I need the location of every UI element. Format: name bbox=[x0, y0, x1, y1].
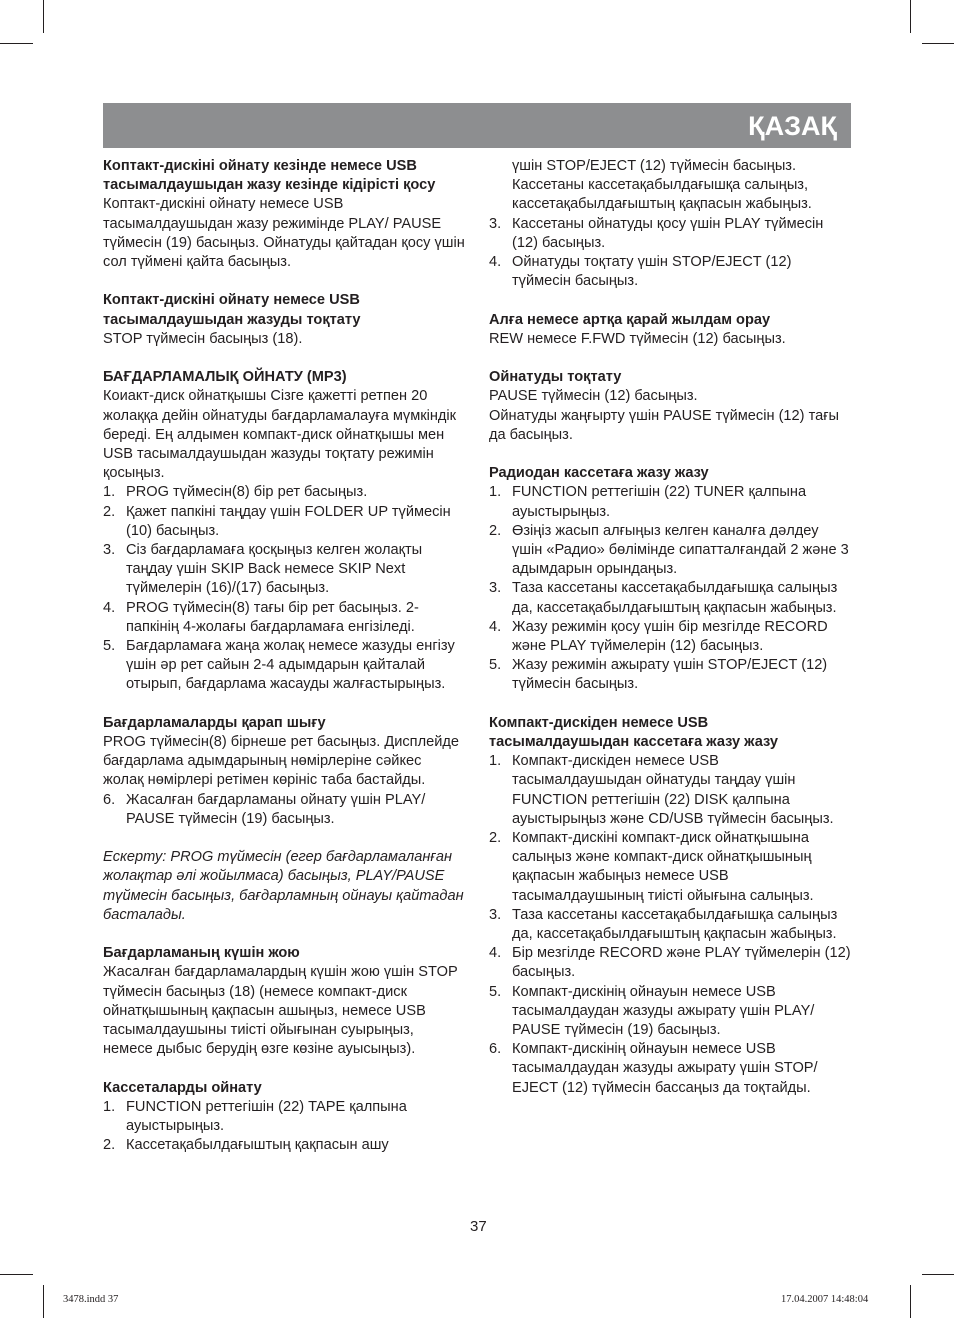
list-item-text: Таза кассетаны кассетақабылдағышқа салыңыз да, кассетақабылдағыштың қақпасын жабыңыз. bbox=[512, 906, 838, 943]
spacer bbox=[103, 349, 465, 368]
section-heading: Кассеталарды ойнату bbox=[103, 1079, 262, 1096]
numbered-list bbox=[489, 157, 851, 291]
list-item-text: Жасалған бағдарламаны ойнату үшін PLAY/ PAUSE түймесін (19) басыңыз. bbox=[126, 791, 426, 827]
list-item-text: Жазу режимін қосу үшін бір мезгілде RECORD және PLAY түймелерін (12) басыңыз. bbox=[512, 618, 828, 655]
crop-mark bbox=[0, 1274, 33, 1275]
spacer bbox=[103, 1059, 465, 1078]
crop-mark bbox=[43, 1285, 44, 1318]
paragraph: PROG түймесін(8) бірнеше рет басыңыз. Дисплейде бағдарлама адымдарының нөмірлеріне сәйкес жолақ нөмірлері ретімен көрініс таба бастайды. bbox=[103, 734, 459, 789]
spacer bbox=[103, 829, 465, 848]
numbered-list bbox=[489, 752, 851, 1098]
list-item bbox=[489, 157, 851, 215]
list-item-text: Қажет папкіні таңдау үшін FOLDER UP түймесін (10) басыңыз. bbox=[126, 503, 451, 539]
list-item-number: 1. bbox=[103, 484, 116, 501]
crop-mark bbox=[922, 1274, 954, 1275]
spacer bbox=[103, 272, 465, 291]
list-item-text: Кассетақабылдағыштың қақпасын ашу bbox=[126, 1137, 389, 1154]
numbered-list bbox=[489, 483, 851, 694]
list-item bbox=[489, 253, 851, 291]
crop-mark bbox=[0, 43, 33, 44]
header-bar bbox=[103, 103, 851, 148]
spacer bbox=[489, 291, 851, 310]
list-item bbox=[489, 522, 851, 580]
list-item-number: 2. bbox=[103, 503, 116, 520]
list-item-text: Ойнатуды тоқтату үшін STOP/EJECT (12) түймесін басыңыз. bbox=[512, 254, 792, 290]
list-item-text: Жазу режимін ажырату үшін STOP/EJECT (12) түймесін басыңыз. bbox=[512, 657, 828, 693]
spacer bbox=[489, 445, 851, 464]
list-item-text: PROG түймесін(8) бір рет басыңыз. bbox=[126, 484, 368, 501]
right-column bbox=[489, 157, 851, 1098]
numbered-list bbox=[103, 1098, 465, 1156]
list-item-number: 3. bbox=[103, 542, 116, 559]
list-item-number: 4. bbox=[103, 599, 116, 616]
section-heading: БАҒДАРЛАМАЛЫҚ ОЙНАТУ (MP3) bbox=[103, 369, 347, 386]
section-heading: Бағдарламаларды қарап шығу bbox=[103, 714, 326, 731]
list-item-text: Компакт-дискіні компакт-диск ойнатқышына салыңыз және компакт-диск ойнатқышының қақпасын жабыңыз немесе USB тасымалдаушының тиісті ойығына салыңыз. bbox=[512, 830, 814, 904]
list-item-text: Өзіңіз жасып алғыңыз келген каналға дәлдеу үшін «Радио» бөлімінде сипатталғандай 2 және 3 адымдарын орындаңыз. bbox=[512, 522, 849, 578]
page-number: 37 bbox=[470, 1218, 487, 1235]
list-item bbox=[489, 752, 851, 829]
section-heading: Радиодан кассетаға жазу жазу bbox=[489, 465, 709, 482]
paragraph: STOP түймесін басыңыз (18). bbox=[103, 330, 303, 347]
list-item bbox=[103, 637, 465, 695]
list-item-text: PROG түймесін(8) тағы бір рет басыңыз. 2-папкінің 4-жолағы бағдарламаға енгізіледі. bbox=[126, 599, 419, 635]
list-item bbox=[489, 215, 851, 253]
list-item bbox=[489, 983, 851, 1041]
slug-file: 3478.indd 37 bbox=[63, 1294, 119, 1305]
list-item bbox=[489, 579, 851, 617]
list-item bbox=[103, 791, 465, 829]
numbered-list bbox=[103, 791, 465, 829]
section-heading: Коптакт-дискіні ойнату кезінде немесе USB тасымалдаушыдан жазу кезінде кідірісті қосу bbox=[103, 158, 436, 194]
list-item-text: Компакт-дискінің ойнауын немесе USB тасымалдаудан жазуды ажырату үшін PLAY/ PAUSE түймесін (19) басыңыз. bbox=[512, 983, 815, 1039]
page-title: ҚАЗАҚ bbox=[748, 111, 837, 141]
list-item-number: 4. bbox=[489, 945, 502, 962]
list-item-number: 1. bbox=[103, 1098, 116, 1115]
list-item bbox=[103, 599, 465, 637]
list-item bbox=[489, 906, 851, 944]
list-item-text: Бір мезгілде RECORD және PLAY түймелерін (12) басыңыз. bbox=[512, 945, 851, 981]
list-item-number: 5. bbox=[489, 983, 502, 1000]
list-item bbox=[489, 483, 851, 521]
list-item-number: 6. bbox=[103, 791, 116, 808]
spacer bbox=[103, 925, 465, 944]
spacer bbox=[103, 695, 465, 714]
spacer bbox=[489, 349, 851, 368]
crop-mark bbox=[910, 0, 911, 33]
list-item-text: FUNCTION реттегішін (22) TAPE қалпына ауыстырыңыз. bbox=[126, 1098, 407, 1135]
section-heading: Компакт-дискіден немесе USB тасымалдаушыдан кассетаға жазу жазу bbox=[489, 714, 779, 751]
list-item-text: Бағдарламаға жаңа жолақ немесе жазуды енгізу үшін әр рет сайын 2-4 адымдарын қайталай отырып, бағдарлама жасауды жалғастырыңыз. bbox=[126, 638, 455, 693]
section-heading: Бағдарламаның күшін жою bbox=[103, 945, 300, 962]
list-item-number: 2. bbox=[489, 830, 502, 847]
list-item-number: 1. bbox=[489, 484, 502, 501]
list-item-number: 6. bbox=[489, 1041, 502, 1058]
list-item-number: 5. bbox=[489, 657, 502, 674]
list-item bbox=[103, 503, 465, 541]
list-item bbox=[489, 829, 851, 906]
list-item-number: 3. bbox=[489, 906, 502, 923]
crop-mark bbox=[910, 1285, 911, 1318]
slug-date: 17.04.2007 14:48:04 bbox=[781, 1294, 869, 1305]
list-item-text: FUNCTION реттегішін (22) TUNER қалпына ауыстырыңыз. bbox=[512, 484, 807, 520]
list-item-number: 2. bbox=[103, 1137, 116, 1154]
list-item-number: 4. bbox=[489, 254, 502, 271]
paragraph: PAUSE түймесін (12) басыңыз. bbox=[489, 388, 698, 405]
section-heading: Ойнатуды тоқтату bbox=[489, 369, 622, 386]
list-item-text: Компакт-дискінің ойнауын немесе USB тасымалдаудан жазуды ажырату үшін STOP/ EJECT (12) түймесін бассаңыз да тоқтайды. bbox=[512, 1041, 818, 1096]
paragraph: Жасалған бағдарламалардың күшін жою үшін STOP түймесін басыңыз (18) (немесе компакт-диск ойнатқышының қақпасын ашыңыз, немесе USB тасымалдаушыны тиісті ойығынан суырыңыз, немесе дыбыс берудің өзге көзіне ауысыңыз). bbox=[103, 964, 458, 1058]
list-item bbox=[103, 483, 465, 502]
list-item-number: 3. bbox=[489, 215, 502, 232]
section-heading: Коптакт-дискіні ойнату немесе USB тасымалдаушыдан жазуды тоқтату bbox=[103, 292, 361, 328]
paragraph: Ойнатуды жаңғырту үшін PAUSE түймесін (12) тағы да басыңыз. bbox=[489, 407, 840, 443]
list-item-text: Таза кассетаны кассетақабылдағышқа салыңыз да, кассетақабылдағыштың қақпасын жабыңыз. bbox=[512, 580, 838, 616]
list-item-number: 1. bbox=[489, 753, 502, 770]
list-item bbox=[489, 618, 851, 656]
crop-mark bbox=[922, 43, 954, 44]
paragraph: REW немесе F.FWD түймесін (12) басыңыз. bbox=[489, 330, 786, 347]
list-item bbox=[103, 541, 465, 599]
left-column bbox=[103, 157, 465, 1155]
list-item bbox=[489, 944, 851, 982]
list-item-text: үшін STOP/EJECT (12) түймесін басыңыз. Кассетаны кассетақабылдағышқа салыңыз, кассетақабылдағыштың қақпасын жабыңыз. bbox=[512, 158, 812, 213]
list-item-number: 2. bbox=[489, 522, 502, 539]
list-item-text: Компакт-дискіден немесе USB тасымалдаушыдан ойнатуды таңдау үшін FUNCTION реттегішін (22) DISK қалпына ауыстырыңыз және CD/USB түймесін басыңыз. bbox=[512, 753, 834, 827]
list-item bbox=[489, 656, 851, 694]
list-item bbox=[489, 1040, 851, 1098]
paragraph: Коиакт-диск ойнатқышы Сізге қажетті ретпен 20 жолаққа дейін ойнатуды бағдарламалауға мүмкіндік береді. Ең алдымен компакт-диск ойнатқышы мен USB тасымалдаушыдан жазуды тоқтату режимін қосыңыз. bbox=[103, 388, 457, 482]
spacer bbox=[489, 695, 851, 714]
crop-mark bbox=[43, 0, 44, 33]
list-item-text: Кассетаны ойнатуды қосу үшін PLAY түймесін (12) басыңыз. bbox=[512, 215, 824, 251]
numbered-list bbox=[103, 483, 465, 694]
list-item-number: 5. bbox=[103, 638, 116, 655]
paragraph: Коптакт-дискіні ойнату немесе USB тасымалдаушыдан жазу режимінде PLAY/ PAUSE түймесін (19) басыңыз. Ойнатуды қайтадан қосу үшін сол түймені қайта басыңыз. bbox=[103, 196, 465, 271]
list-item-number: 4. bbox=[489, 618, 502, 635]
list-item bbox=[103, 1136, 465, 1155]
list-item-number: 3. bbox=[489, 580, 502, 597]
note-text: Ескерту: PROG түймесін (егер бағдарламаланған жолақтар әлі жойылмаса) басыңыз, PLAY/PAUSE түймесін басыңыз, бағдарламның ойнауы қайтадан басталады. bbox=[103, 849, 464, 923]
list-item-text: Сіз бағдарламаға қосқыңыз келген жолақты таңдау үшін SKIP Back немесе SKIP Next түймелерін (16)/(17) басыңыз. bbox=[126, 542, 423, 597]
section-heading: Алға немесе артқа қарай жылдам орау bbox=[489, 311, 771, 328]
list-item bbox=[103, 1098, 465, 1136]
